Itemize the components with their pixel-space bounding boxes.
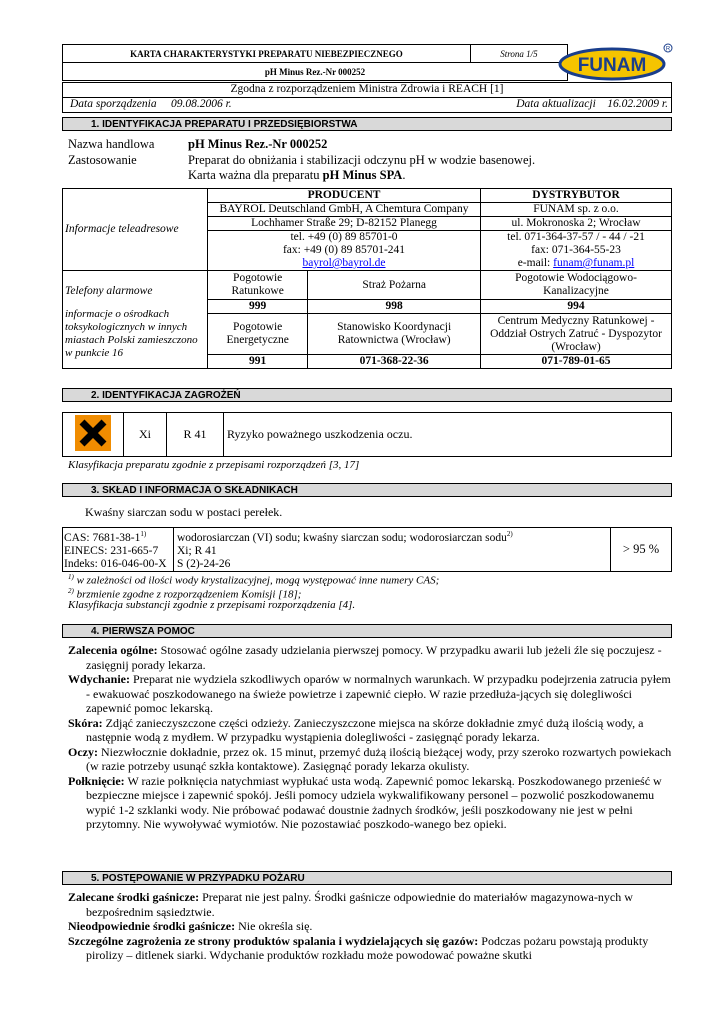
risk-text: Ryzyko poważnego uszkodzenia oczu. — [224, 413, 672, 457]
section-3-header: 3. SKŁAD I INFORMACJA O SKŁADNIKACH — [62, 483, 672, 497]
distributor-address: ul. Mokronoska 2; Wrocław — [481, 217, 672, 231]
producer-fax: fax: +49 (0) 89 85701-241 — [208, 244, 481, 257]
card-valid: Karta ważna dla preparatu pH Minus SPA. — [188, 168, 406, 182]
page-number: Strona 1/5 — [470, 45, 567, 63]
emergency-number-coordination: 071-368-22-36 — [308, 355, 481, 369]
toxic-info: informacje o ośrodkach toksykologicznych w innych miastach Polski zamieszczono w punkcie 16 — [65, 308, 198, 359]
emergency-number-energy: 991 — [208, 355, 308, 369]
contact-table — [62, 188, 672, 369]
emergency-name-water: Pogotowie Wodociągowo-Kanalizacyjne — [481, 271, 672, 300]
usage-label: Zastosowanie — [68, 153, 137, 167]
emergency-name-ambulance: Pogotowie Ratunkowe — [208, 271, 308, 300]
section-5-header: 5. POSTĘPOWANIE W PRZYPADKU POŻARU — [62, 871, 672, 885]
emergency-number-water: 994 — [481, 300, 672, 314]
first-aid-ingestion: Połknięcie: W razie połknięcia natychmiast wypłukać usta wodą. Zapewnić pomoc lekarską. Poszkodowanego przenieść w bezpieczne miejsce i zapewnić spokój. Jeśli pomocy udziela wykwalifikowany personel – pozwolić poszkodowanemu wypić 1-2 szklanki wody. Nie próbować podawać doustnie żadnych środków, jeśli poszkodowany nie jest w pełni przytomny. Nie wywoływać wymiotów. Nie pozostawiać poszkodo-wanego bez opieki. — [68, 773, 662, 831]
einecs-number: EINECS: 231-665-7 — [64, 544, 159, 557]
distributor-header: DYSTRYBUTOR — [481, 189, 672, 203]
distributor-email-label: e-mail: — [517, 257, 554, 269]
doc-title: KARTA CHARAKTERYSTYKI PREPARATU NIEBEZPIECZNEGO — [63, 45, 471, 63]
index-number: Indeks: 016-046-00-X — [64, 557, 167, 570]
xi-hazard-icon — [75, 415, 111, 451]
date-created: Data sporządzenia 09.08.2006 r. — [70, 98, 232, 110]
svg-text:R: R — [665, 46, 671, 53]
distributor-fax: fax: 071-364-55-23 — [481, 244, 672, 257]
first-aid-list — [68, 643, 672, 832]
emergency-number-fire: 998 — [308, 300, 481, 314]
substance-classification: Xi; R 41 — [177, 544, 217, 557]
identifiers-cell: CAS: 7681-38-1$^{1)}$ EINECS: 231-665-7 Indeks: 016-046-00-X — [63, 528, 174, 572]
section-1-header: 1. IDENTYFIKACJA PREPARATU I PRZEDSIĘBIORSTWA — [62, 117, 672, 131]
hazard-table — [62, 412, 672, 457]
producer-address: Lochhamer Straße 29; D-82152 Planegg — [208, 217, 481, 231]
usage-text: Preparat do obniżania i stabilizacji odczynu pH w wodzie basenowej. — [188, 153, 536, 167]
producer-tel: tel. +49 (0) 89 85701-0 — [208, 231, 481, 245]
section-4-header: 4. PIERWSZA POMOC — [62, 624, 672, 638]
hazard-symbol-cell — [63, 413, 124, 457]
emergency-name-coordination: Stanowisko Koordynacji Ratownictwa (Wrocław) — [308, 314, 481, 355]
composition-note-3: Klasyfikacja substancji zgodnie z przepisami rozporządzenia [4]. — [68, 599, 356, 611]
first-aid-general: Zalecenia ogólne: Stosować ogólne zasady udzielania pierwszej pomocy. W przypadku awarii lub jeżeli źle się poczujesz - zasięgnij porady lekarza. — [68, 643, 662, 672]
date-updated: Data aktualizacji 16.02.2009 r. — [516, 98, 668, 110]
hazard-classification: Klasyfikacja preparatu zgodnie z przepisami rozporządzeń [3, 17] — [68, 459, 360, 471]
fire-unsuitable: Nieodpowiednie środki gaśnicze: Nie określa się. — [68, 919, 313, 933]
first-aid-inhalation: Wdychanie: Preparat nie wydziela szkodliwych oparów w normalnych warunkach. W przypadku podejrzenia zatrucia pyłem - ewakuować poszkodowanego na świeże powietrze i zapewnić ciepło. W razie przedłuża-jących się dolegliwości zapewnić pomoc lekarską. — [68, 672, 671, 715]
composition-note-1: $^{1)}$ w zależności od ilości wody krystalizacyjnej, mogą występować inne numery CAS; — [68, 573, 440, 587]
emergency-name-energy: Pogotowie Energetyczne — [208, 314, 308, 355]
composition-note-2: $^{2)}$ brzmienie zgodne z rozporządzeniem Komisji [18]; — [68, 587, 302, 601]
logo-text: FUNAM — [577, 55, 647, 76]
compliance-text: Zgodna z rozporządzeniem Ministra Zdrowia i REACH [1] — [230, 83, 504, 95]
producer-header: PRODUCENT — [208, 189, 481, 203]
fire-recommended: Zalecane środki gaśnicze: Preparat nie jest palny. Środki gaśnicze odpowiednie do materiałów magazynowa-nych w bezpośrednim sąsiedztwie. — [68, 890, 633, 919]
substance-s-phrases: S (2)-24-26 — [177, 557, 231, 570]
first-aid-skin: Skóra: Zdjąć zanieczyszczone części odzieży. Zanieczyszczone miejsca na skórze dokładnie zmyć dużą ilością wody, a następnie wodą z mydłem. W przypadku wystąpienia dolegliwości - zasięgnąć porady lekarza. — [68, 715, 644, 744]
fire-hazards: Szczególne zagrożenia ze strony produktów spalania i wydzielających się gazów: Podczas pożaru powstają produkty pirolizy – ditlenek siarki. Wdychanie produktów rozkładu może powodować poważne skutki — [68, 933, 649, 962]
distributor-email-link[interactable]: funam@funam.pl — [553, 257, 635, 269]
first-aid-eyes: Oczy: Niezwłocznie dokładnie, przez ok. 15 minut, przemyć dużą ilością bieżącej wody, przy szeroko rozwartych powiekach (w razie potrzeby usunąć szkła kontaktowe). Zasięgnąć porady lekarza okulisty. — [68, 744, 672, 773]
distributor-tel: tel. 071-364-37-57 / - 44 / -21 — [481, 231, 672, 245]
section-2-header: 2. IDENTYFIKACJA ZAGROŻEŃ — [62, 388, 672, 402]
distributor-name: FUNAM sp. z o.o. — [481, 203, 672, 217]
funam-logo — [556, 42, 674, 82]
concentration: > 95 % — [611, 528, 672, 572]
composition-intro: Kwaśny siarczan sodu w postaci perełek. — [85, 505, 283, 519]
header-info — [62, 82, 672, 114]
substance-name: wodorosiarczan (VI) sodu; kwaśny siarczan sodu; wodorosiarczan sodu — [177, 531, 507, 544]
header-table — [62, 44, 568, 81]
alarm-label: Telefony alarmowe — [65, 285, 153, 297]
fire-fighting-list — [68, 890, 672, 963]
emergency-name-fire: Straż Pożarna — [308, 271, 481, 300]
hazard-symbol-code: Xi — [124, 413, 167, 457]
cas-number: CAS: 7681-38-1 — [64, 531, 141, 544]
trade-name-label: Nazwa handlowa — [68, 137, 155, 151]
substance-cell: wodorosiarczan (VI) sodu; kwaśny siarczan sodu; wodorosiarczan sodu$^{2)}$ Xi; R 41 S (2)-24-26 — [174, 528, 611, 572]
contact-label: Informacje teleadresowe — [63, 189, 208, 271]
emergency-name-poison: Centrum Medyczny Ratunkowej - Oddział Ostrych Zatruć - Dyspozytor (Wrocław) — [481, 314, 672, 355]
product-line: pH Minus Rez.-Nr 000252 — [63, 63, 568, 81]
emergency-number-ambulance: 999 — [208, 300, 308, 314]
risk-code: R 41 — [167, 413, 224, 457]
emergency-number-poison: 071-789-01-65 — [481, 355, 672, 369]
composition-table — [62, 527, 672, 572]
producer-email-link[interactable]: bayrol@bayrol.de — [302, 257, 386, 269]
producer-name: BAYROL Deutschland GmbH, A Chemtura Company — [208, 203, 481, 217]
trade-name: pH Minus Rez.-Nr 000252 — [188, 137, 328, 151]
